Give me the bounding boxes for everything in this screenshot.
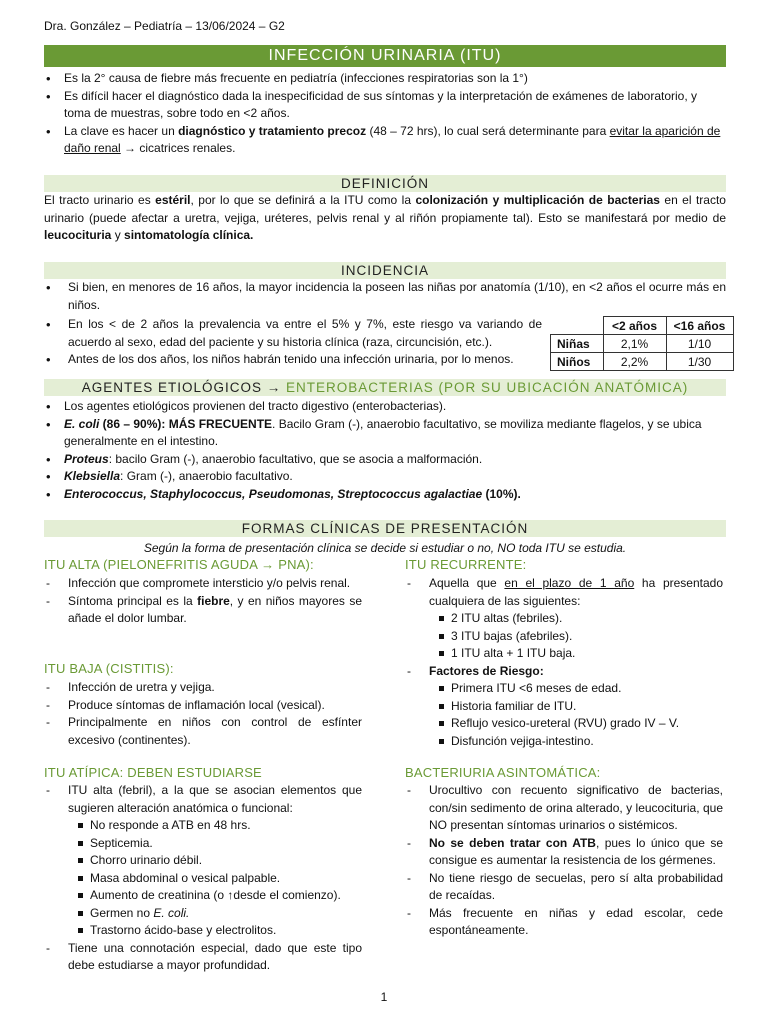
table-cell: 1/30: [666, 353, 733, 371]
section-heading-definicion: DEFINICIÓN: [44, 175, 726, 192]
incidencia-list: [44, 279, 726, 314]
list-item: Historia familiar de ITU.: [429, 698, 723, 716]
list-item: • La clave es hacer un diagnóstico y tratamiento precoz (48 – 72 hrs), lo cual será determinante para evitar la aparición de daño renal → cicatrices renales.: [44, 123, 726, 158]
atipica-sublist: [68, 817, 362, 940]
list-item: • Proteus: bacilo Gram (-), anaerobio facultativo, que se asocia a malformación.: [44, 451, 726, 469]
incidencia-detail: [44, 316, 542, 369]
list-item: • Antes de los dos años, los niños habrán tenido una infección urinaria, por lo menos.: [44, 351, 542, 369]
column-header: <16 años: [666, 317, 733, 335]
table-cell: 1/10: [666, 335, 733, 353]
incidencia-intro: [44, 279, 726, 314]
table-cell: 2,2%: [603, 353, 666, 371]
list-item: • Si bien, en menores de 16 años, la mayor incidencia la poseen las niñas por anatomía (1/10), en <2 años el ocurre más en niños.: [44, 279, 726, 314]
list-item: Masa abdominal o vesical palpable.: [68, 870, 362, 888]
itu-baja-list: [44, 679, 362, 749]
list-item: Germen no E. coli.: [68, 905, 362, 923]
itu-atipica-section: [44, 782, 362, 975]
formas-subtitle: Según la forma de presentación clínica se decide si estudiar o no, NO toda ITU se estudia.: [143, 541, 627, 555]
document-title: INFECCIÓN URINARIA (ITU): [44, 45, 726, 67]
document-header: Dra. González – Pediatría – 13/06/2024 – G2: [44, 19, 285, 33]
itu-alta-section: [44, 575, 362, 628]
itu-baja-section: [44, 679, 362, 749]
list-item: - Factores de Riesgo: Primera ITU <6 meses de edad. Historia familiar de ITU. Reflujo vesico-ureteral (RVU) grado IV – V. Disfunción vejiga-intestino.: [405, 663, 723, 751]
page-number: 1: [380, 990, 388, 1004]
agentes-list: [44, 398, 726, 503]
list-item: - No tiene riesgo de secuelas, pero sí alta probabilidad de recaídas.: [405, 870, 723, 905]
list-item: - Más frecuente en niñas y edad escolar, cede espontáneamente.: [405, 905, 723, 940]
list-item: Reflujo vesico-ureteral (RVU) grado IV – V.: [429, 715, 723, 733]
incidencia-list-2: [44, 316, 542, 369]
list-item: - Tiene una connotación especial, dado que este tipo debe estudiarse a mayor profundidad.: [44, 940, 362, 975]
itu-atipica-list: [44, 782, 362, 975]
list-item: • Es la 2° causa de fiebre más frecuente en pediatría (infecciones respiratorias son la 1°): [44, 70, 726, 88]
table-row: [551, 335, 734, 353]
list-item: - Produce síntomas de inflamación local (vesical).: [44, 697, 362, 715]
bacteriuria-section: [405, 782, 723, 940]
subheading-itu-baja: ITU BAJA (CISTITIS):: [44, 661, 174, 676]
row-header: Niñas: [551, 335, 604, 353]
list-item: • Es difícil hacer el diagnóstico dada la inespecificidad de sus síntomas y la interpretación de exámenes de laboratorio, y toma de muestras, sobre todo en <2 años.: [44, 88, 726, 123]
subheading-itu-atipica: ITU ATÍPICA: DEBEN ESTUDIARSE: [44, 765, 262, 780]
itu-recurrente-list: [405, 575, 723, 750]
intro-section: [44, 70, 726, 158]
bacteriuria-list: [405, 782, 723, 940]
list-item: - Urocultivo con recuento significativo de bacterias, con/sin sedimento de orina alterado, y leucocituria, que NO presentan síntomas urinarios o sistémicos.: [405, 782, 723, 835]
list-item: No responde a ATB en 48 hrs.: [68, 817, 362, 835]
column-header: <2 años: [603, 317, 666, 335]
list-item: • Enterococcus, Staphylococcus, Pseudomonas, Streptococcus agalactiae (10%).: [44, 486, 726, 504]
list-item: - ITU alta (febril), a la que se asocian elementos que sugieren alteración anatómica o funcional: No responde a ATB en 48 hrs. Septicemia. Chorro urinario débil. Masa abdominal o vesical palpable. Aumento de creatinina (o ↑desde el comienzo). Germen no E. coli. Trastorno ácido-base y electrolitos.: [44, 782, 362, 940]
list-item: • En los < de 2 años la prevalencia va entre el 5% y 7%, este riesgo va variando de acuerdo al sexo, edad del paciente y su historia clínica (raza, circuncisión, etc.).: [44, 316, 542, 351]
list-item: 2 ITU altas (febriles).: [429, 610, 723, 628]
list-item: - Síntoma principal es la fiebre, y en niños mayores se añade el dolor lumbar.: [44, 593, 362, 628]
list-item: Aumento de creatinina (o ↑desde el comienzo).: [68, 887, 362, 905]
list-item: • Klebsiella: Gram (-), anaerobio facultativo.: [44, 468, 726, 486]
subheading-itu-alta: ITU ALTA (PIELONEFRITIS AGUDA → PNA):: [44, 557, 314, 572]
list-item: Trastorno ácido-base y electrolitos.: [68, 922, 362, 940]
list-item: 1 ITU alta + 1 ITU baja.: [429, 645, 723, 663]
list-item: 3 ITU bajas (afebriles).: [429, 628, 723, 646]
table-row: [551, 353, 734, 371]
recurrente-sublist: [429, 610, 723, 663]
table-cell: 2,1%: [603, 335, 666, 353]
list-item: Septicemia.: [68, 835, 362, 853]
list-item: Chorro urinario débil.: [68, 852, 362, 870]
list-item: • E. coli (86 – 90%): MÁS FRECUENTE. Bacilo Gram (-), anaerobio facultativo, se moviliza mediante flagelos, y se ubica generalmente en el intestino.: [44, 416, 726, 451]
definicion-text: El tracto urinario es estéril, por lo que se definirá a la ITU como la colonización y multiplicación de bacterias en el tracto urinario (puede afectar a uretra, vejiga, uréteres, pelvis renal y al riñón propiamente tal). Esto se manifestará por medio de leucocituria y sintomatología clínica.: [44, 193, 726, 242]
list-item: Primera ITU <6 meses de edad.: [429, 680, 723, 698]
list-item: • Los agentes etiológicos provienen del tracto digestivo (enterobacterias).: [44, 398, 726, 416]
table-header-row: [551, 317, 734, 335]
row-header: Niños: [551, 353, 604, 371]
section-heading-agentes: AGENTES ETIOLÓGICOS → ENTEROBACTERIAS (POR SU UBICACIÓN ANATÓMICA): [44, 379, 726, 396]
list-item: - Infección que compromete intersticio y/o pelvis renal.: [44, 575, 362, 593]
risk-factor-sublist: [429, 680, 723, 750]
incidence-table: [550, 316, 734, 371]
list-item: - Infección de uretra y vejiga.: [44, 679, 362, 697]
intro-list: [44, 70, 726, 158]
itu-recurrente-section: [405, 575, 723, 750]
subheading-bacteriuria: BACTERIURIA ASINTOMÁTICA:: [405, 765, 601, 780]
list-item: - No se deben tratar con ATB, pues lo único que se consigue es aumentar la resistencia de los gérmenes.: [405, 835, 723, 870]
list-item: - Aquella que en el plazo de 1 año ha presentado cualquiera de las siguientes: 2 ITU altas (febriles). 3 ITU bajas (afebriles). 1 ITU alta + 1 ITU baja.: [405, 575, 723, 663]
section-heading-incidencia: INCIDENCIA: [44, 262, 726, 279]
list-item: Disfunción vejiga-intestino.: [429, 733, 723, 751]
agentes-section: [44, 398, 726, 503]
itu-alta-list: [44, 575, 362, 628]
subheading-itu-recurrente: ITU RECURRENTE:: [405, 557, 527, 572]
section-heading-formas: FORMAS CLÍNICAS DE PRESENTACIÓN: [44, 520, 726, 537]
list-item: - Principalmente en niños con control de esfínter excesivo (continentes).: [44, 714, 362, 749]
